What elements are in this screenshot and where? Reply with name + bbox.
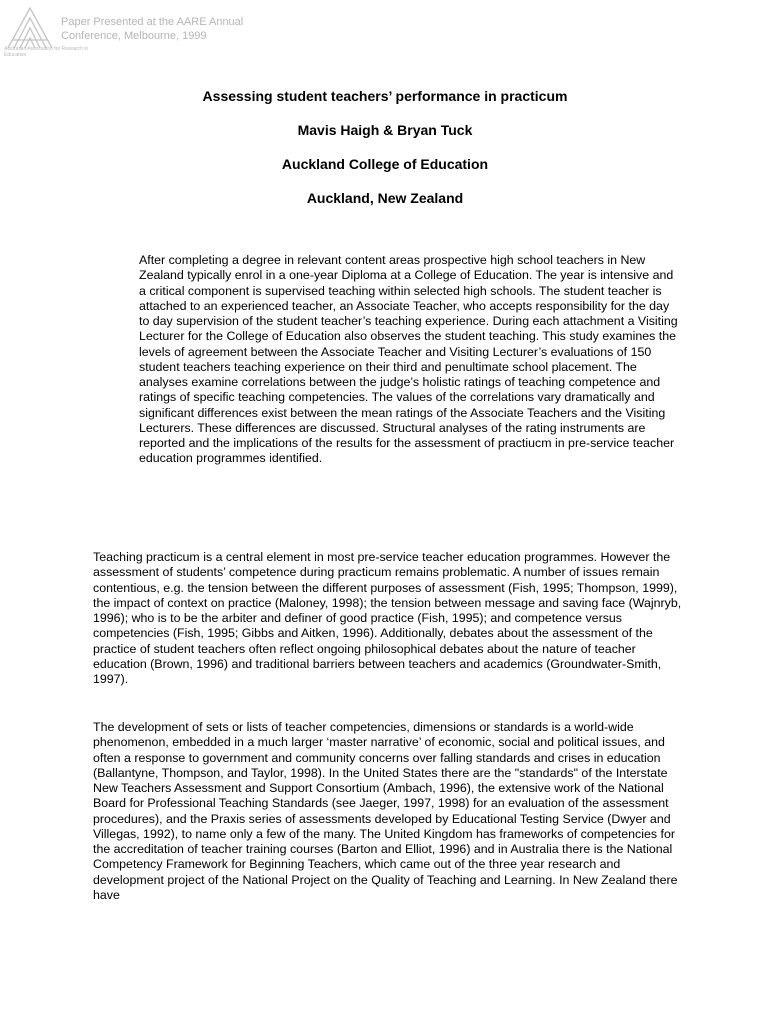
body-paragraph: Teaching practicum is a central element in most pre-service teacher education programmes. However the assessment of students’ competence during practicum remains problematic. A number of issues remain contentious, e.g. the tension between the different purposes of assessment (Fish, 1995; Thompson, 1999), the impact of context on practice (Maloney, 1998); the tension between message and saving face (Wajnryb, 1996); who is to be the arbiter and definer of good practice (Fish, 1995); and competence versus competencies (Fish, 1995; Gibbs and Aitken, 1996). Additionally, debates about the assessment of the practice of student teachers often reflect ongoing philosophical debates about the nature of teacher education (Brown, 1996) and traditional barriers between teachers and academics (Groundwater-Smith, 1997). <box>93 550 682 686</box>
page-header <box>4 4 304 60</box>
paper-title: Assessing student teachers’ performance in practicum <box>202 88 568 104</box>
body-paragraph: The development of sets or lists of teacher competencies, dimensions or standards is a world-wide phenomenon, embedded in a much larger ‘master narrative’ of economic, social and political issues, and often a response to government and community concerns over falling standards and crises in education (Ballantyne, Thompson, and Taylor, 1998). In the United States there are the "standards" of the Interstate New Teachers Assessment and Support Consortium (Ambach, 1996), the extensive work of the National Board for Professional Teaching Standards (see Jaeger, 1997, 1998) for an evaluation of the assessment procedures), and the Praxis series of assessments developed by Educational Testing Service (Dwyer and Villegas, 1992), to name only a few of the many. The United Kingdom has frameworks of competencies for the accreditation of teacher training courses (Barton and Elliot, 1996) and in Australia there is the National Competency Framework for Beginning Teachers, which came out of the three year research and development project of the National Project on the Quality of Teaching and Learning. In New Zealand there have <box>93 720 678 902</box>
title-block <box>0 87 770 223</box>
logo-caption: Australian Association for Research in Education <box>4 46 89 58</box>
conference-note: Paper Presented at the AARE Annual Conference, Melbourne, 1999 <box>61 16 244 42</box>
abstract: After completing a degree in relevant content areas prospective high school teachers in New Zealand typically enrol in a one-year Diploma at a College of Education. The year is intensive and a critical component is supervised teaching within selected high schools. The student teacher is attached to an experienced teacher, an Associate Teacher, who accepts responsibility for the day to day supervision of the student teacher’s teaching experience. During each attachment a Visiting Lecturer for the College of Education also observes the student teaching. This study examines the levels of agreement between the Associate Teacher and Visiting Lecturer’s evaluations of 150 student teachers teaching experience on their third and penultimate school placement. The analyses examine correlations between the judge’s holistic ratings of teaching competence and ratings of specific teaching competencies. The values of the correlations vary dramatically and significant differences exist between the mean ratings of the Associate Teachers and the Visiting Lecturers. These differences are discussed. Structural analyses of the rating instruments are reported and the implications of the results for the assessment of practiucm in pre-service teacher education programmes identified. <box>139 253 678 466</box>
location: Auckland, New Zealand <box>306 190 464 206</box>
institution: Auckland College of Education <box>281 156 489 172</box>
authors: Mavis Haigh & Bryan Tuck <box>297 122 473 138</box>
